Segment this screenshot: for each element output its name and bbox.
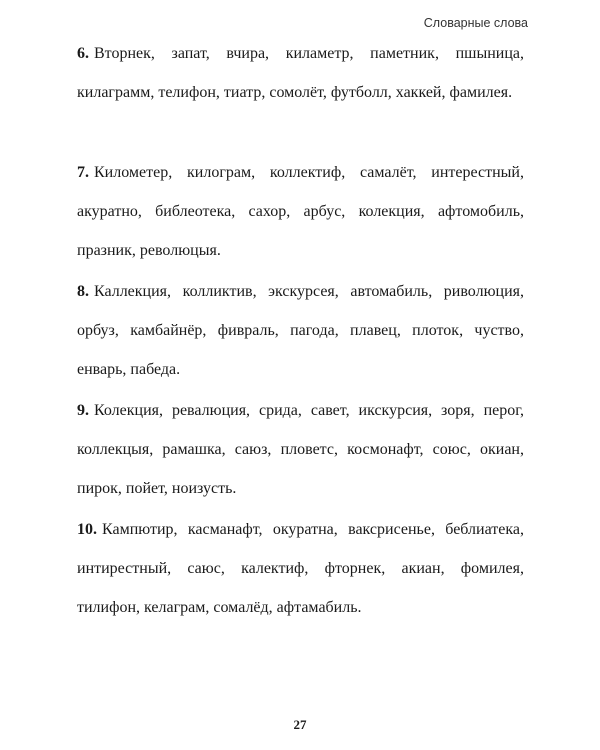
exercise-7 [77, 153, 524, 270]
exercise-number: 9. [77, 402, 89, 419]
exercise-10 [77, 510, 524, 627]
exercise-8 [77, 272, 524, 389]
exercise-text: Вторнек, запат, вчира, киламетр, паметник, пшыница, килаграмм, телифон, тиатр, сомолёт, футболл, хаккей, фамилея. [77, 45, 524, 101]
exercise-number: 6. [77, 45, 89, 62]
exercise-number: 8. [77, 283, 89, 300]
exercise-text: Каллекция, колликтив, экскурсея, автомабиль, риволюция, орбуз, камбайнёр, фивраль, пагода, плавец, плоток, чуство, енварь, пабеда. [77, 283, 524, 378]
page-number: 27 [293, 717, 307, 732]
exercise-number: 7. [77, 164, 89, 181]
exercise-9 [77, 391, 524, 508]
running-head-title: Словарные слова [423, 16, 528, 30]
exercise-6 [77, 34, 524, 112]
exercise-text: Километер, килограм, коллектиф, самалёт, интерестный, акуратно, библеотека, сахор, арбус, колекция, афтомобиль, празник, революцыя. [77, 164, 524, 259]
exercise-number: 10. [77, 521, 97, 538]
exercise-text: Кампютир, касманафт, окуратна, ваксрисенье, беблиатека, интирестный, саюс, калектиф, фторнек, акиан, фомилея, тилифон, келаграм, сомалёд, афтамабиль. [77, 521, 524, 616]
exercise-text: Колекция, ревалюция, срида, савет, икскурсия, зоря, перог, коллекцыя, рамашка, саюз, пловетс, космонафт, союс, окиан, пирок, пойет, ноизусть. [77, 402, 524, 497]
